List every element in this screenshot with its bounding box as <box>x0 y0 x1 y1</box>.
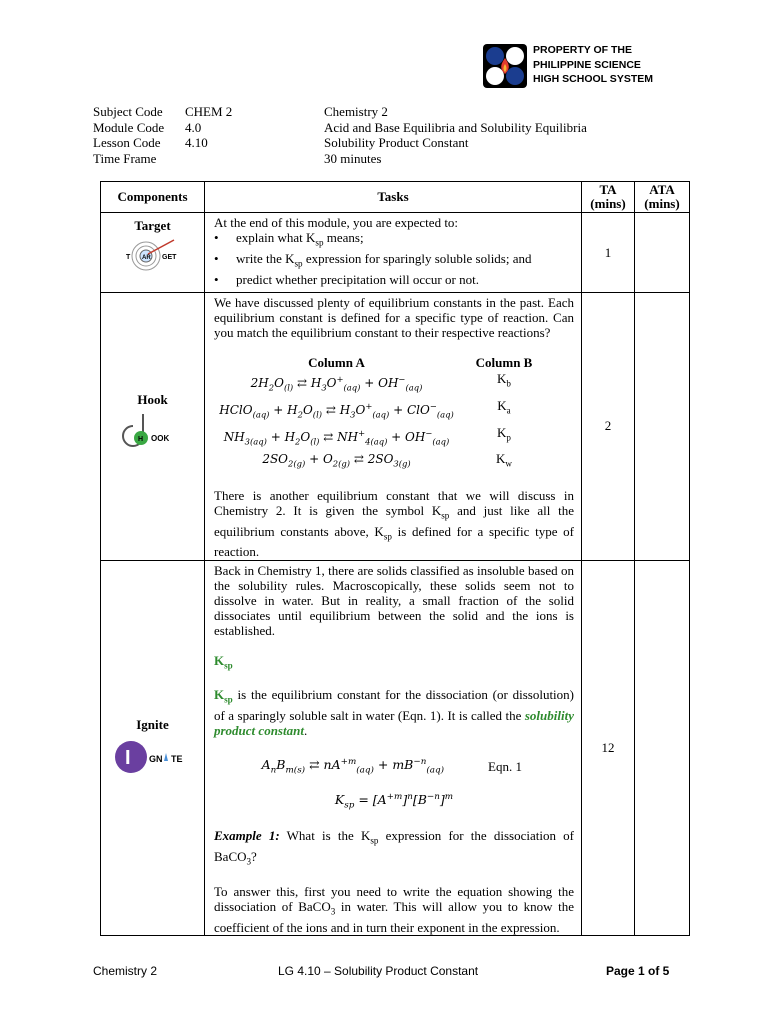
meta-value: 4.10 <box>185 135 208 150</box>
hook-ta: 2 <box>582 293 635 561</box>
hook-equation-row <box>214 424 574 451</box>
meta-value: 4.0 <box>185 119 202 135</box>
meta-value: CHEM 2 <box>185 104 233 119</box>
meta-right: 30 minutes <box>324 150 382 166</box>
ignite-icon <box>113 739 193 775</box>
target-label: Target <box>134 218 171 233</box>
equation: $NH_{3(aq)} + H_2O_{(l)}$ ⇄ $NH^+_{4(aq)} + OH^-_{(aq)}$ <box>223 427 450 446</box>
meta-key: Lesson Code <box>93 135 161 150</box>
eqn-label: Eqn. 1 <box>488 758 522 774</box>
svg-text:GN: GN <box>148 753 162 764</box>
hook-label: Hook <box>137 392 168 408</box>
ignite-ta: 12 <box>582 560 635 936</box>
column-a-header: Column A <box>308 354 365 370</box>
svg-text:I: I <box>124 746 131 769</box>
example-label: Example 1: <box>214 828 280 844</box>
ignite-tasks <box>205 560 582 936</box>
target-cell <box>101 213 205 293</box>
example-1: Example 1: What is the $K_{sp}$ expression for the dissociation of BaCO$_3$? <box>214 828 575 867</box>
target-icon <box>118 236 188 272</box>
hook-ata <box>635 293 690 561</box>
svg-text:H: H <box>137 436 143 444</box>
objective-item: • predict whether precipitation will occur or not. <box>236 272 574 287</box>
lesson-table <box>100 181 690 936</box>
ksp-expression: $K_{sp} = [A^{+m}]^n[B^{-n}]^m$ <box>334 792 454 812</box>
solubility-product-term: solubility product constant <box>214 708 574 739</box>
ignite-p2-text: is the equilibrium constant for the dissociation (or dissolution) of a sparingly soluble salt in water (Eqn. 1). It is called the <box>214 687 574 724</box>
svg-text:OOK: OOK <box>150 434 169 444</box>
ksp-heading: $K_{sp}$ <box>214 652 233 671</box>
svg-text:TE: TE <box>170 753 183 764</box>
ignite-label: Ignite <box>136 716 169 732</box>
ignite-ata <box>635 560 690 936</box>
meta-key: Module Code <box>93 119 165 135</box>
meta-key: Subject Code <box>93 104 163 119</box>
header-ata: ATA (mins) <box>635 182 690 213</box>
header-line-3: HIGH SCHOOL SYSTEM <box>533 73 653 85</box>
constant: $K_p$ <box>497 424 511 443</box>
ignite-p3: To answer this, first you need to write the equation showing the dissociation of BaCO$_3$ in water. This will allow you to know the coefficient of the ions and in turn their exponent in the expression. <box>214 883 574 935</box>
header-line-2: PHILIPPINE SCIENCE <box>533 58 641 71</box>
hook-equation-row <box>214 370 574 397</box>
equation: $2H_2O_{(l)}$ ⇄ $H_3O^+_{(aq)} + OH^-_{(aq)}$ <box>250 373 423 393</box>
hook-outro: There is another equilibrium constant that we will discuss in Chemistry 2. It is given the symbol $K_{sp}$ and just like all the equilibrium constants above, $K_{sp}$ is defined for a specific type of reaction. <box>214 487 575 560</box>
target-tasks <box>205 213 582 293</box>
constant: $K_a$ <box>497 397 511 416</box>
ignite-p2: $K_{sp}$ is the equilibrium constant for the dissociation (or dissolution) of a sparingly soluble salt in water (Eqn. 1). It is called the solubility product constant. <box>214 687 574 739</box>
meta-row <box>93 135 587 151</box>
meta-value <box>185 151 324 167</box>
row-hook <box>101 293 690 561</box>
equation: $2SO_{2(g)} + O_{2(g)}$ ⇄ $2SO_{3(g)}$ <box>262 452 411 469</box>
meta-right: Acid and Base Equilibria and Solubility Equilibria <box>324 119 587 135</box>
hook-equation-row <box>214 450 574 473</box>
header-property-text <box>533 43 653 87</box>
constant: $K_w$ <box>496 451 512 470</box>
eqn-1-row <box>214 755 574 779</box>
footer-page: Page 1 of 5 <box>606 964 670 978</box>
hook-tasks <box>205 293 582 561</box>
objective-item: • write the $K_{sp}$ expression for sparingly soluble solids; and <box>236 251 574 272</box>
target-intro: At the end of this module, you are expected to: <box>214 215 459 230</box>
equation: HClO$_{(aq)}$ + $H_2O_{(l)}$ ⇄ $H_3O^+_{(aq)} + ClO^-_{(aq)}$ <box>219 400 454 420</box>
footer-subject: Chemistry 2 <box>93 964 158 978</box>
hook-equation-row <box>214 397 574 424</box>
meta-key: Time Frame <box>93 150 157 166</box>
column-b-header: Column B <box>475 354 533 370</box>
target-ta: 1 <box>582 213 635 293</box>
table-header-row <box>101 182 690 213</box>
dissolution-equation: $A_nB_{m(s)}$ ⇄ $nA^{+m}_{(aq)} + mB^{-n}_{(aq)}$ <box>261 756 444 776</box>
ignite-cell <box>101 560 205 936</box>
hook-cell <box>101 293 205 561</box>
svg-text:AR: AR <box>141 255 151 261</box>
target-ata <box>635 213 690 293</box>
hook-intro: We have discussed plenty of equilibrium constants in the past. Each equilibrium constant is defined for a specific type of reaction. Can you match the equilibrium constant to their respective reactions? <box>214 295 574 341</box>
meta-row <box>93 151 587 167</box>
hook-column-headers <box>214 355 574 370</box>
target-objectives <box>214 230 574 287</box>
header-components: Components <box>101 182 205 213</box>
constant: $K_b$ <box>497 370 511 389</box>
footer-lesson: LG 4.10 – Solubility Product Constant <box>278 964 479 978</box>
svg-text:GET: GET <box>161 254 176 261</box>
objective-item: • explain what $K_{sp}$ means; <box>236 230 574 251</box>
hook-icon <box>121 412 185 456</box>
meta-row <box>93 104 587 120</box>
meta-right: Chemistry 2 <box>324 104 388 119</box>
ignite-p1: Back in Chemistry 1, there are solids classified as insoluble based on the solubility rules. Macroscopically, these solids seem not to dissolve in water. But in reality, a small fraction of the solid dissociates until equilibrium between the solid and the ions is established. <box>214 562 574 639</box>
meta-row <box>93 120 587 136</box>
row-ignite <box>101 560 690 936</box>
pshs-logo <box>483 44 527 88</box>
header-line-1: PROPERTY OF THE <box>533 44 632 56</box>
header-tasks: Tasks <box>205 182 582 213</box>
meta-right: Solubility Product Constant <box>324 135 469 150</box>
module-meta <box>93 104 587 166</box>
row-target <box>101 213 690 293</box>
header-ta: TA (mins) <box>582 182 635 213</box>
svg-text:T: T <box>125 254 130 261</box>
